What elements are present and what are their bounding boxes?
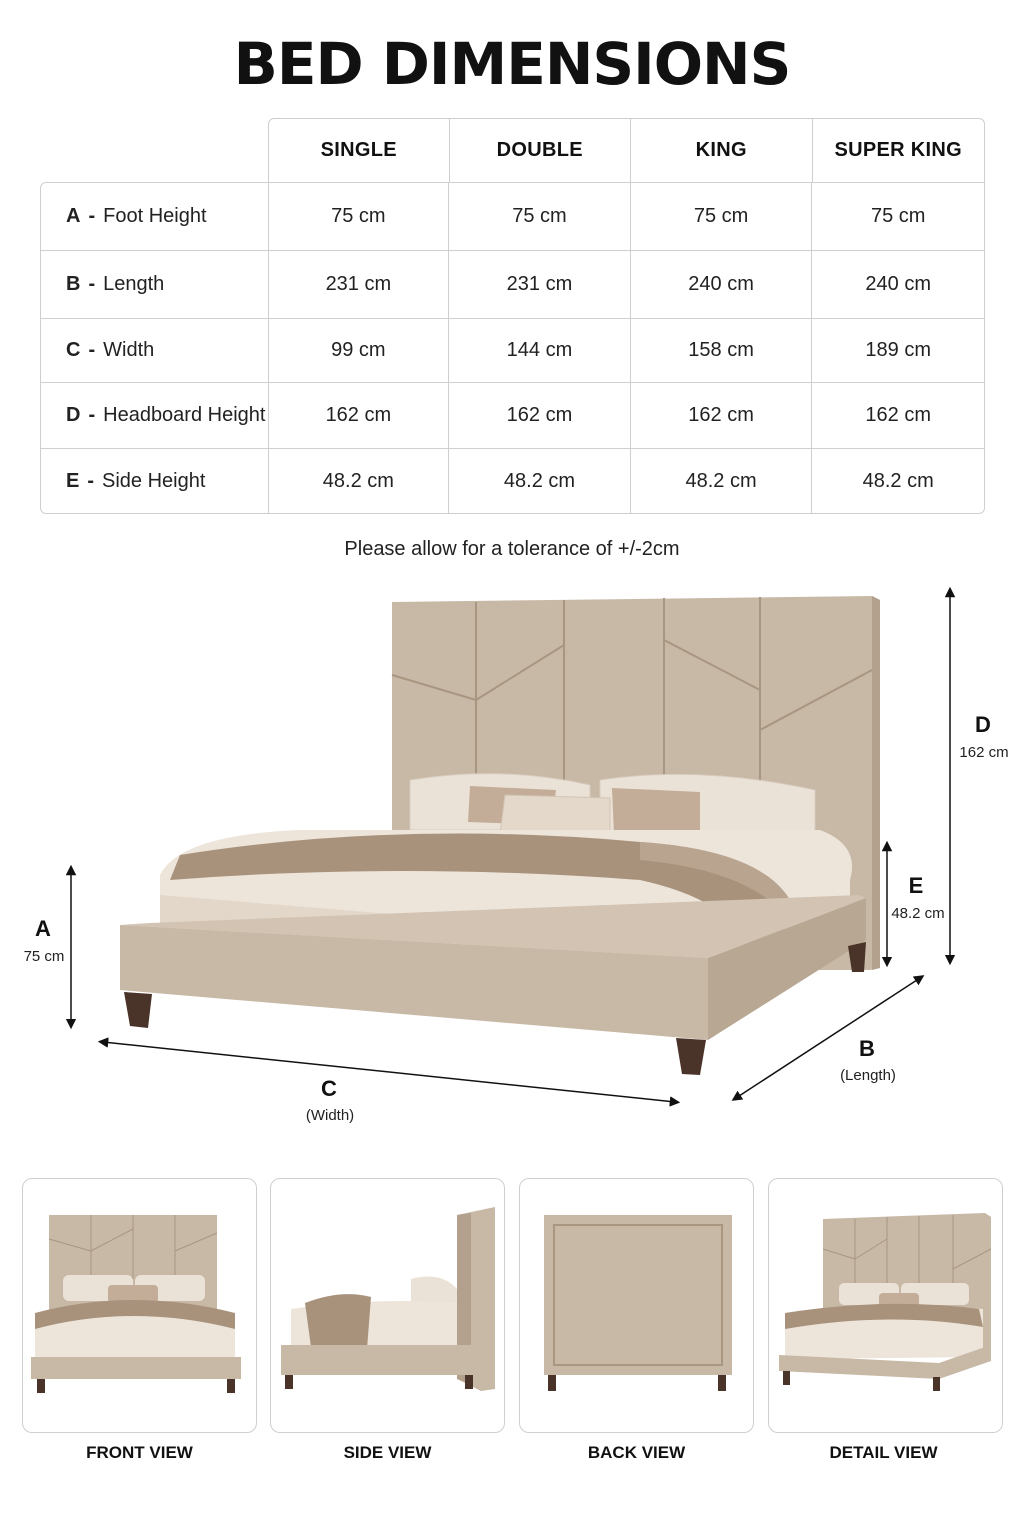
detail-view-image bbox=[769, 1179, 1003, 1433]
tolerance-note: Please allow for a tolerance of +/-2cm bbox=[344, 538, 680, 560]
row-label: D - Headboard Height bbox=[41, 383, 269, 448]
table-row bbox=[41, 251, 984, 319]
bed-diagram bbox=[0, 580, 1024, 1140]
table-row bbox=[41, 383, 984, 449]
row-label-text: Width bbox=[103, 339, 155, 361]
table-cell: 162 cm bbox=[449, 383, 631, 448]
row-label-text: Side Height bbox=[102, 469, 206, 492]
row-letter: A bbox=[66, 205, 81, 227]
table-cell: 240 cm bbox=[631, 251, 813, 318]
thumbnail-front-view[interactable] bbox=[22, 1178, 257, 1433]
table-cell: 240 cm bbox=[865, 273, 931, 295]
dimension-b-letter: B bbox=[859, 1036, 875, 1061]
thumbnail-side-view[interactable] bbox=[270, 1178, 505, 1433]
thumbnail-back-view[interactable] bbox=[519, 1178, 754, 1433]
detail-view-label: DETAIL VIEW bbox=[829, 1443, 938, 1462]
table-cell: 231 cm bbox=[449, 251, 631, 318]
table-cell: 75 cm bbox=[449, 183, 631, 250]
table-row bbox=[41, 319, 984, 383]
table-header bbox=[268, 118, 985, 182]
view-thumbnails bbox=[22, 1178, 1004, 1478]
column-header-super-king: SUPER KING bbox=[834, 139, 962, 161]
row-label-text: Length bbox=[103, 273, 165, 295]
dimension-c-letter: C bbox=[321, 1076, 337, 1101]
arrow-c bbox=[103, 1042, 675, 1102]
column-header-double: DOUBLE bbox=[450, 119, 632, 182]
table-cell: 48.2 cm bbox=[269, 449, 450, 513]
row-label: E - Side Height bbox=[41, 449, 269, 513]
table-cell: 48.2 cm bbox=[631, 449, 813, 513]
row-letter: C bbox=[66, 339, 81, 361]
table-cell: 75 cm bbox=[631, 183, 813, 250]
row-letter: B bbox=[66, 273, 81, 295]
back-view-image bbox=[520, 1179, 754, 1433]
dimension-a-letter: A bbox=[35, 916, 51, 941]
dimension-d-value: 162 cm bbox=[959, 744, 1009, 761]
row-label-text: Foot Height bbox=[103, 205, 207, 227]
table-row bbox=[41, 183, 984, 251]
table-cell: 231 cm bbox=[269, 251, 450, 318]
dimension-e-value: 48.2 cm bbox=[891, 905, 945, 922]
table-cell: 158 cm bbox=[631, 319, 813, 382]
dimension-d-letter: D bbox=[975, 712, 991, 737]
row-letter: E bbox=[66, 469, 80, 492]
dimension-a-value: 75 cm bbox=[23, 948, 65, 965]
page-title: BED DIMENSIONS bbox=[233, 30, 791, 98]
row-label: C - Width bbox=[41, 319, 269, 382]
column-header-king: KING bbox=[631, 119, 813, 182]
side-view-image bbox=[271, 1179, 505, 1433]
dimension-e-letter: E bbox=[908, 873, 924, 898]
thumbnail-detail-view[interactable] bbox=[768, 1178, 1003, 1433]
table-cell: 162 cm bbox=[865, 404, 931, 426]
table-cell: 75 cm bbox=[870, 205, 926, 227]
bed-base bbox=[120, 895, 866, 1075]
row-label-text: Headboard Height bbox=[103, 404, 266, 426]
row-label: A - Foot Height bbox=[41, 183, 269, 250]
front-view-image bbox=[23, 1179, 257, 1433]
row-letter: D bbox=[66, 404, 81, 426]
table-cell: 48.2 cm bbox=[862, 469, 934, 492]
dimension-b-value: (Length) bbox=[840, 1067, 896, 1084]
table-cell: 189 cm bbox=[865, 339, 931, 361]
table-cell: 162 cm bbox=[631, 383, 813, 448]
column-header-single: SINGLE bbox=[269, 119, 450, 182]
table-cell: 48.2 cm bbox=[449, 449, 631, 513]
side-view-label: SIDE VIEW bbox=[343, 1443, 432, 1462]
dimension-c-value: (Width) bbox=[305, 1107, 355, 1124]
back-view-label: BACK VIEW bbox=[587, 1443, 686, 1462]
table-cell: 162 cm bbox=[269, 383, 450, 448]
table-cell: 99 cm bbox=[269, 319, 450, 382]
table-body bbox=[40, 182, 985, 514]
front-view-label: FRONT VIEW bbox=[86, 1443, 193, 1462]
table-cell: 75 cm bbox=[269, 183, 450, 250]
table-row bbox=[41, 449, 984, 513]
row-label: B - Length bbox=[41, 251, 269, 318]
table-cell: 144 cm bbox=[449, 319, 631, 382]
